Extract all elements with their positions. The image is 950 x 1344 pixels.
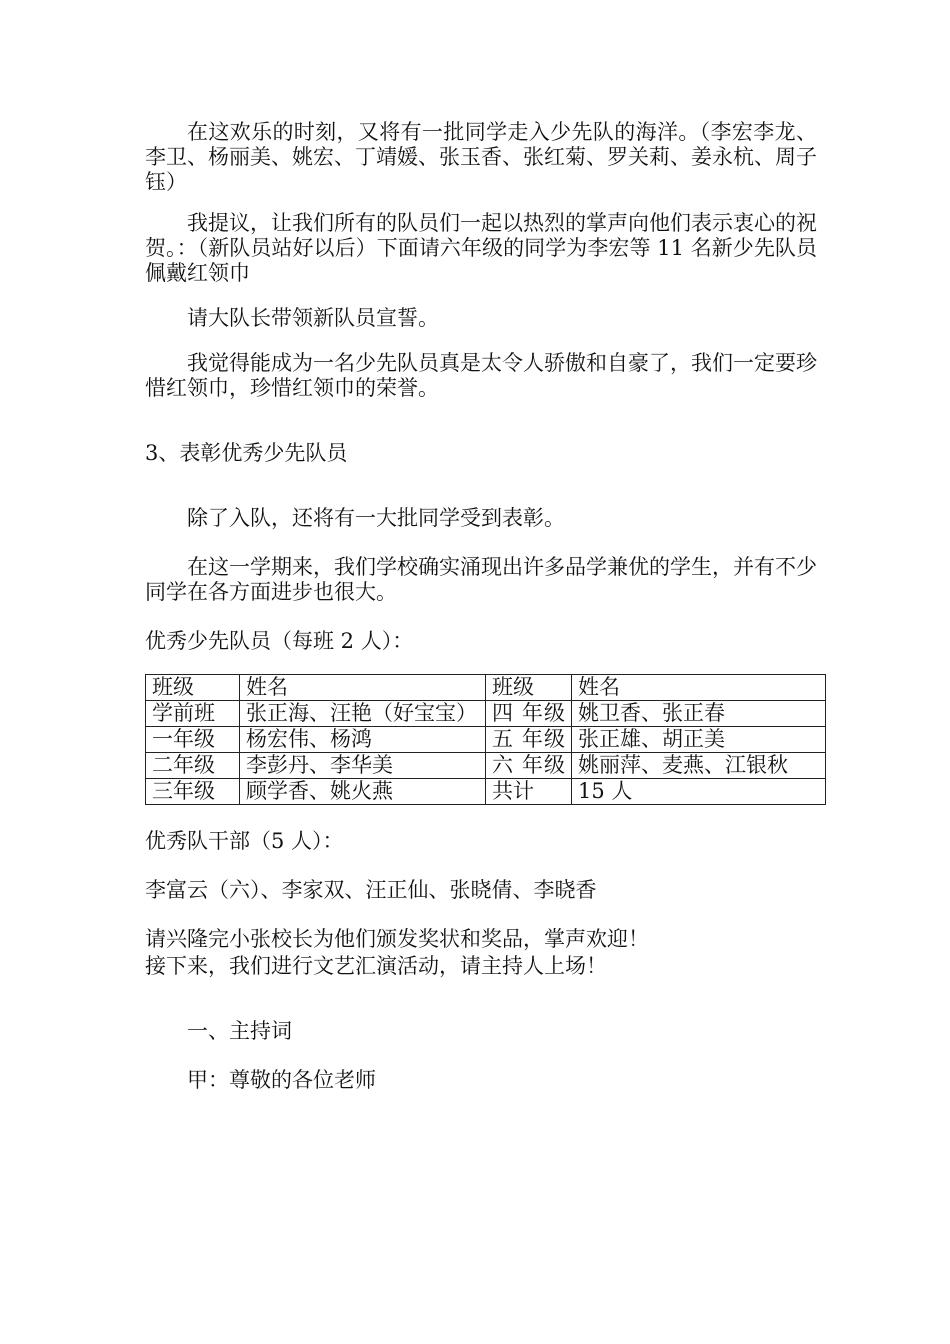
host-line-a: 甲：尊敬的各位老师 (187, 1068, 376, 1092)
table-row (146, 779, 826, 805)
table-cell: 15 人 (572, 779, 826, 805)
table-cell: 张正海、汪艳（好宝宝） (240, 701, 486, 727)
table-cell: 共计 (486, 779, 572, 805)
table-cell: 四 年级 (486, 701, 572, 727)
paragraph-art-performance: 接下来，我们进行文艺汇演活动，请主持人上场！ (145, 954, 607, 978)
table-header-cell: 班级 (146, 675, 240, 701)
table-row (146, 727, 826, 753)
table-cell: 学前班 (146, 701, 240, 727)
paragraph-award-ceremony: 请兴隆完小张校长为他们颁发奖状和奖品，掌声欢迎！ (145, 927, 649, 951)
excellent-members-table (145, 674, 826, 805)
table-cell: 姚卫香、张正春 (572, 701, 826, 727)
excellent-cadres-list: 李富云（六）、李家双、汪正仙、张晓倩、李晓香 (145, 878, 597, 902)
table-cell: 姚丽萍、麦燕、江银秋 (572, 753, 826, 779)
paragraph-congratulate: 我提议，让我们所有的队员们一起以热烈的掌声向他们表示衷心的祝贺。：（新队员站好以后）下面请六年级的同学为李宏等 11 名新少先队员佩戴红领巾 (145, 211, 817, 285)
paragraph-commend-intro: 除了入队，还将有一大批同学受到表彰。 (187, 506, 565, 530)
table-cell: 顾学香、姚火燕 (240, 779, 486, 805)
table-cell: 李彭丹、李华美 (240, 753, 486, 779)
paragraph-new-members: 在这欢乐的时刻，又将有一批同学走入少先队的海洋。（李宏李龙、李卫、杨丽美、姚宏、丁靖媛、张玉香、张红菊、罗关莉、姜永杭、周子钰） (145, 120, 817, 194)
section-heading-commend: 3、表彰优秀少先队员 (145, 441, 348, 465)
document-page (145, 120, 817, 1093)
table-cell: 张正雄、胡正美 (572, 727, 826, 753)
table-header-cell: 姓名 (572, 675, 826, 701)
heading-excellent-cadres: 优秀队干部（5 人）： (145, 829, 344, 853)
table-header-cell: 班级 (486, 675, 572, 701)
heading-host-script: 一、主持词 (187, 1019, 292, 1043)
table-header-cell: 姓名 (240, 675, 486, 701)
table-row (146, 701, 826, 727)
table-cell: 三年级 (146, 779, 240, 805)
table-row (146, 753, 826, 779)
table-cell: 一年级 (146, 727, 240, 753)
table-header-row (146, 675, 826, 701)
table-cell: 二年级 (146, 753, 240, 779)
table-cell: 五 年级 (486, 727, 572, 753)
paragraph-oath: 请大队长带领新队员宣誓。 (187, 306, 439, 330)
heading-excellent-members: 优秀少先队员（每班 2 人）： (145, 629, 414, 653)
table-cell: 六 年级 (486, 753, 572, 779)
table-cell: 杨宏伟、杨鸿 (240, 727, 486, 753)
paragraph-outstanding-students: 在这一学期来，我们学校确实涌现出许多品学兼优的学生，并有不少同学在各方面进步也很大。 (145, 555, 817, 604)
paragraph-pride: 我觉得能成为一名少先队员真是太令人骄傲和自豪了，我们一定要珍惜红领巾，珍惜红领巾的荣誉。 (145, 351, 817, 400)
